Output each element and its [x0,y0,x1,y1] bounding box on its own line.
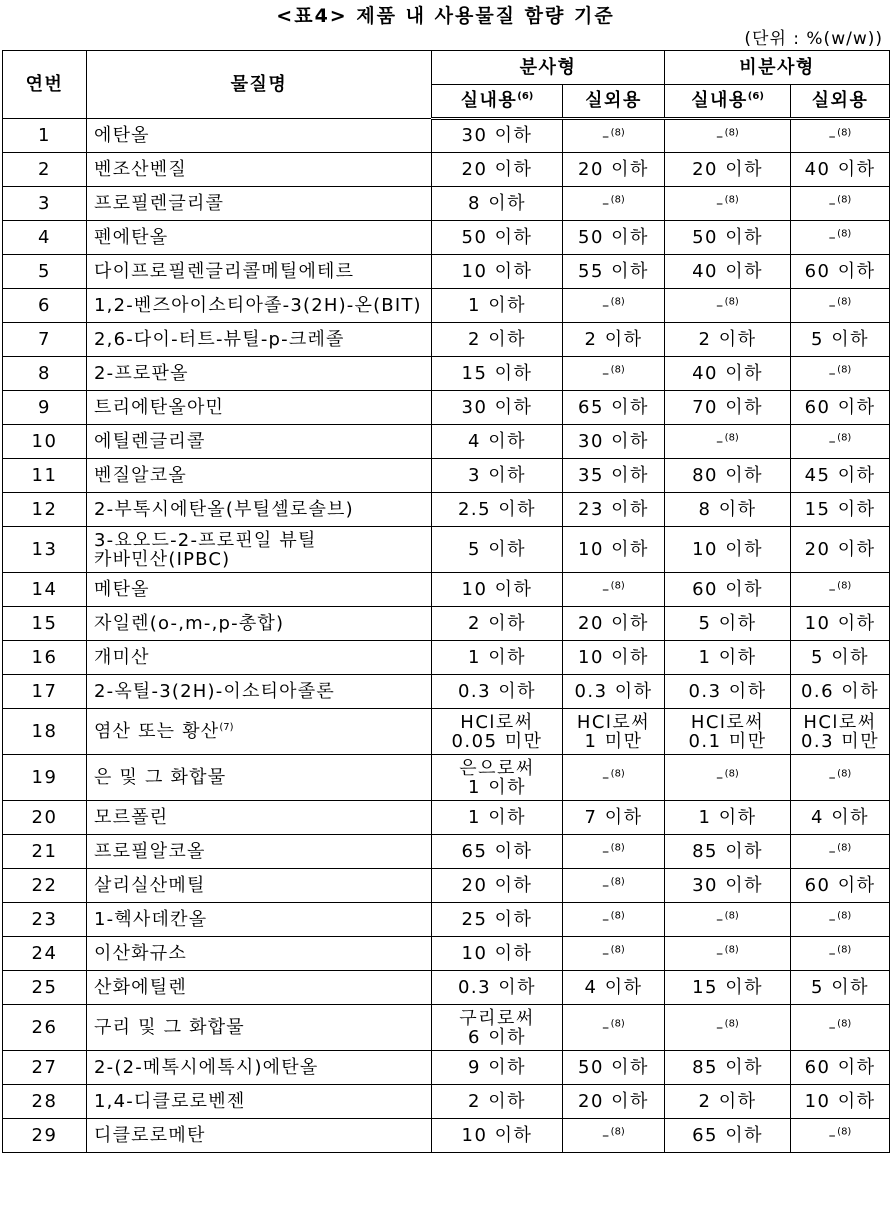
limit-cell: 65 이하 [432,835,563,869]
not-applicable-cell: –$^{(8)}$ [563,1119,665,1153]
header-dispersion-outdoor: 실외용 [563,85,665,119]
not-applicable-cell: –$^{(8)}$ [791,835,890,869]
limit-cell: 55 이하 [563,255,665,289]
header-nondispersion-outdoor: 실외용 [791,85,890,119]
not-applicable-cell: –$^{(8)}$ [665,289,791,323]
limit-cell: 15 이하 [432,357,563,391]
substance-name: 다이프로필렌글리콜메틸에테르 [87,255,432,289]
table-row [3,323,890,357]
limit-cell: 1 이하 [665,641,791,675]
not-applicable-cell: –$^{(8)}$ [791,357,890,391]
limit-cell: 60 이하 [791,869,890,903]
limit-cell: 10 이하 [432,255,563,289]
limit-cell: 0.6 이하 [791,675,890,709]
table-row [3,493,890,527]
limit-cell: 9 이하 [432,1051,563,1085]
limit-cell: 20 이하 [432,869,563,903]
table-row [3,425,890,459]
header-dispersion: 분사형 [432,51,665,85]
row-number: 10 [3,425,87,459]
row-number: 18 [3,709,87,755]
limit-cell: 50 이하 [665,221,791,255]
row-number: 16 [3,641,87,675]
limit-cell: 0.3 이하 [432,675,563,709]
limit-cell: 85 이하 [665,835,791,869]
limit-cell: 10 이하 [791,1085,890,1119]
limit-cell: HCl로써 0.1 미만 [665,709,791,755]
substance-name: 벤조산벤질 [87,153,432,187]
limit-cell: 0.3 이하 [563,675,665,709]
row-number: 1 [3,119,87,153]
row-number: 21 [3,835,87,869]
table-row [3,1119,890,1153]
limit-cell: 2 이하 [563,323,665,357]
limit-cell: 8 이하 [432,187,563,221]
limit-cell: 10 이하 [791,607,890,641]
row-number: 8 [3,357,87,391]
header-non-dispersion: 비분사형 [665,51,890,85]
row-number: 5 [3,255,87,289]
not-applicable-cell: –$^{(8)}$ [665,1005,791,1051]
header-dispersion-indoor: 실내용$^{(6)}$ [432,85,563,119]
limit-cell: 20 이하 [563,607,665,641]
not-applicable-cell: –$^{(8)}$ [791,289,890,323]
not-applicable-cell: –$^{(8)}$ [791,1005,890,1051]
limit-cell: 15 이하 [791,493,890,527]
substance-content-table [2,50,890,1153]
limit-cell: 20 이하 [563,153,665,187]
header-nondispersion-indoor: 실내용$^{(6)}$ [665,85,791,119]
limit-cell: 40 이하 [791,153,890,187]
substance-name: 산화에틸렌 [87,971,432,1005]
not-applicable-cell: –$^{(8)}$ [791,903,890,937]
substance-name: 염산 또는 황산$^{(7)}$ [87,709,432,755]
table-row [3,1085,890,1119]
not-applicable-cell: –$^{(8)}$ [563,289,665,323]
limit-cell: 45 이하 [791,459,890,493]
row-number: 29 [3,1119,87,1153]
limit-cell: 4 이하 [791,801,890,835]
limit-cell: 40 이하 [665,357,791,391]
row-number: 26 [3,1005,87,1051]
limit-cell: 0.3 이하 [432,971,563,1005]
limit-cell: 60 이하 [791,391,890,425]
limit-cell: 5 이하 [432,527,563,573]
header-no: 연번 [3,51,87,119]
limit-cell: 15 이하 [665,971,791,1005]
limit-cell: 8 이하 [665,493,791,527]
row-number: 2 [3,153,87,187]
row-number: 27 [3,1051,87,1085]
limit-cell: 구리로써 6 이하 [432,1005,563,1051]
row-number: 20 [3,801,87,835]
substance-name: 펜에탄올 [87,221,432,255]
not-applicable-cell: –$^{(8)}$ [791,119,890,153]
limit-cell: 60 이하 [665,573,791,607]
substance-name: 모르폴린 [87,801,432,835]
not-applicable-cell: –$^{(8)}$ [665,903,791,937]
limit-cell: 5 이하 [791,323,890,357]
limit-cell: 10 이하 [432,937,563,971]
header-substance: 물질명 [87,51,432,119]
limit-cell: 20 이하 [563,1085,665,1119]
substance-name: 개미산 [87,641,432,675]
substance-name: 2,6-다이-터트-뷰틸-p-크레졸 [87,323,432,357]
limit-cell: 50 이하 [432,221,563,255]
not-applicable-cell: –$^{(8)}$ [791,1119,890,1153]
limit-cell: 80 이하 [665,459,791,493]
limit-cell: 10 이하 [432,573,563,607]
limit-cell: 10 이하 [432,1119,563,1153]
limit-cell: 5 이하 [791,641,890,675]
limit-cell: 35 이하 [563,459,665,493]
row-number: 9 [3,391,87,425]
row-number: 24 [3,937,87,971]
limit-cell: 1 이하 [432,641,563,675]
not-applicable-cell: –$^{(8)}$ [563,937,665,971]
not-applicable-cell: –$^{(8)}$ [665,119,791,153]
table-row [3,573,890,607]
not-applicable-cell: –$^{(8)}$ [563,903,665,937]
limit-cell: 65 이하 [563,391,665,425]
limit-cell: 2 이하 [665,1085,791,1119]
footnote-7: (7) [219,721,234,733]
not-applicable-cell: –$^{(8)}$ [563,755,665,801]
row-number: 4 [3,221,87,255]
not-applicable-cell: –$^{(8)}$ [665,425,791,459]
footnote-6: (6) [747,91,764,102]
table-row [3,153,890,187]
substance-name: 2-부톡시에탄올(부틸셀로솔브) [87,493,432,527]
table-title: <표4> 제품 내 사용물질 함량 기준 [276,5,615,27]
limit-cell: 20 이하 [432,153,563,187]
table-row [3,255,890,289]
table-row [3,835,890,869]
row-number: 22 [3,869,87,903]
limit-cell: 3 이하 [432,459,563,493]
limit-cell: 20 이하 [665,153,791,187]
table-body [3,119,890,1153]
limit-cell: 5 이하 [791,971,890,1005]
table-row [3,459,890,493]
substance-name: 구리 및 그 화합물 [87,1005,432,1051]
row-number: 7 [3,323,87,357]
row-number: 3 [3,187,87,221]
table-row [3,607,890,641]
limit-cell: 2 이하 [665,323,791,357]
limit-cell: 60 이하 [791,1051,890,1085]
unit-label: (단위 : %(w/w)) [744,29,883,49]
limit-cell: 1 이하 [665,801,791,835]
limit-cell: 4 이하 [563,971,665,1005]
limit-cell: 7 이하 [563,801,665,835]
table-row [3,1051,890,1085]
not-applicable-cell: –$^{(8)}$ [563,573,665,607]
table-row [3,869,890,903]
limit-cell: 30 이하 [665,869,791,903]
row-number: 11 [3,459,87,493]
not-applicable-cell: –$^{(8)}$ [665,187,791,221]
table-row [3,357,890,391]
table-row [3,903,890,937]
row-number: 23 [3,903,87,937]
limit-cell: 2 이하 [432,1085,563,1119]
limit-cell: 2 이하 [432,323,563,357]
substance-name: 1,2-벤즈아이소티아졸-3(2H)-온(BIT) [87,289,432,323]
table-row [3,187,890,221]
substance-name: 1,4-디클로로벤젠 [87,1085,432,1119]
limit-cell: 20 이하 [791,527,890,573]
limit-cell: 5 이하 [665,607,791,641]
substance-name: 2-옥틸-3(2H)-이소티아졸론 [87,675,432,709]
table-row [3,675,890,709]
substance-name: 트리에탄올아민 [87,391,432,425]
limit-cell: 10 이하 [665,527,791,573]
table-row [3,755,890,801]
substance-name: 살리실산메틸 [87,869,432,903]
substance-name: 자일렌(o-,m-,p-총합) [87,607,432,641]
row-number: 12 [3,493,87,527]
substance-name: 1-헥사데칸올 [87,903,432,937]
row-number: 17 [3,675,87,709]
limit-cell: 50 이하 [563,221,665,255]
not-applicable-cell: –$^{(8)}$ [563,869,665,903]
limit-cell: 30 이하 [563,425,665,459]
limit-cell: 70 이하 [665,391,791,425]
substance-name: 2-(2-메톡시에톡시)에탄올 [87,1051,432,1085]
table-row [3,119,890,153]
not-applicable-cell: –$^{(8)}$ [563,1005,665,1051]
substance-name: 프로필렌글리콜 [87,187,432,221]
limit-cell: 4 이하 [432,425,563,459]
not-applicable-cell: –$^{(8)}$ [563,187,665,221]
row-number: 25 [3,971,87,1005]
limit-cell: 30 이하 [432,391,563,425]
not-applicable-cell: –$^{(8)}$ [563,835,665,869]
substance-name: 에탄올 [87,119,432,153]
row-number: 6 [3,289,87,323]
table-row [3,801,890,835]
limit-cell: 1 이하 [432,801,563,835]
table-row [3,709,890,755]
limit-cell: HCl로써 0.3 미만 [791,709,890,755]
limit-cell: 40 이하 [665,255,791,289]
not-applicable-cell: –$^{(8)}$ [563,119,665,153]
limit-cell: 1 이하 [432,289,563,323]
table-row [3,641,890,675]
table-row [3,971,890,1005]
not-applicable-cell: –$^{(8)}$ [791,187,890,221]
footnote-6: (6) [517,91,534,102]
limit-cell: 10 이하 [563,527,665,573]
limit-cell: 은으로써 1 이하 [432,755,563,801]
substance-name: 2-프로판올 [87,357,432,391]
table-row [3,289,890,323]
not-applicable-cell: –$^{(8)}$ [563,357,665,391]
table-row [3,937,890,971]
substance-name: 이산화규소 [87,937,432,971]
substance-name: 에틸렌글리콜 [87,425,432,459]
table-row [3,391,890,425]
limit-cell: 60 이하 [791,255,890,289]
limit-cell: 2 이하 [432,607,563,641]
row-number: 14 [3,573,87,607]
substance-name: 디클로로메탄 [87,1119,432,1153]
limit-cell: 65 이하 [665,1119,791,1153]
table-row [3,221,890,255]
limit-cell: 2.5 이하 [432,493,563,527]
not-applicable-cell: –$^{(8)}$ [665,755,791,801]
limit-cell: 23 이하 [563,493,665,527]
not-applicable-cell: –$^{(8)}$ [791,573,890,607]
substance-name: 벤질알코올 [87,459,432,493]
limit-cell: 30 이하 [432,119,563,153]
limit-cell: 0.3 이하 [665,675,791,709]
limit-cell: HCl로써 1 미만 [563,709,665,755]
limit-cell: 50 이하 [563,1051,665,1085]
row-number: 15 [3,607,87,641]
row-number: 19 [3,755,87,801]
not-applicable-cell: –$^{(8)}$ [791,937,890,971]
substance-name: 프로필알코올 [87,835,432,869]
substance-name: 3-요오드-2-프로핀일 뷰틸 카바민산(IPBC) [87,527,432,573]
substance-name: 메탄올 [87,573,432,607]
not-applicable-cell: –$^{(8)}$ [791,755,890,801]
limit-cell: HCl로써 0.05 미만 [432,709,563,755]
not-applicable-cell: –$^{(8)}$ [665,937,791,971]
row-number: 28 [3,1085,87,1119]
not-applicable-cell: –$^{(8)}$ [791,425,890,459]
row-number: 13 [3,527,87,573]
substance-name: 은 및 그 화합물 [87,755,432,801]
table-row [3,527,890,573]
table-row [3,1005,890,1051]
not-applicable-cell: –$^{(8)}$ [791,221,890,255]
limit-cell: 10 이하 [563,641,665,675]
limit-cell: 25 이하 [432,903,563,937]
limit-cell: 85 이하 [665,1051,791,1085]
